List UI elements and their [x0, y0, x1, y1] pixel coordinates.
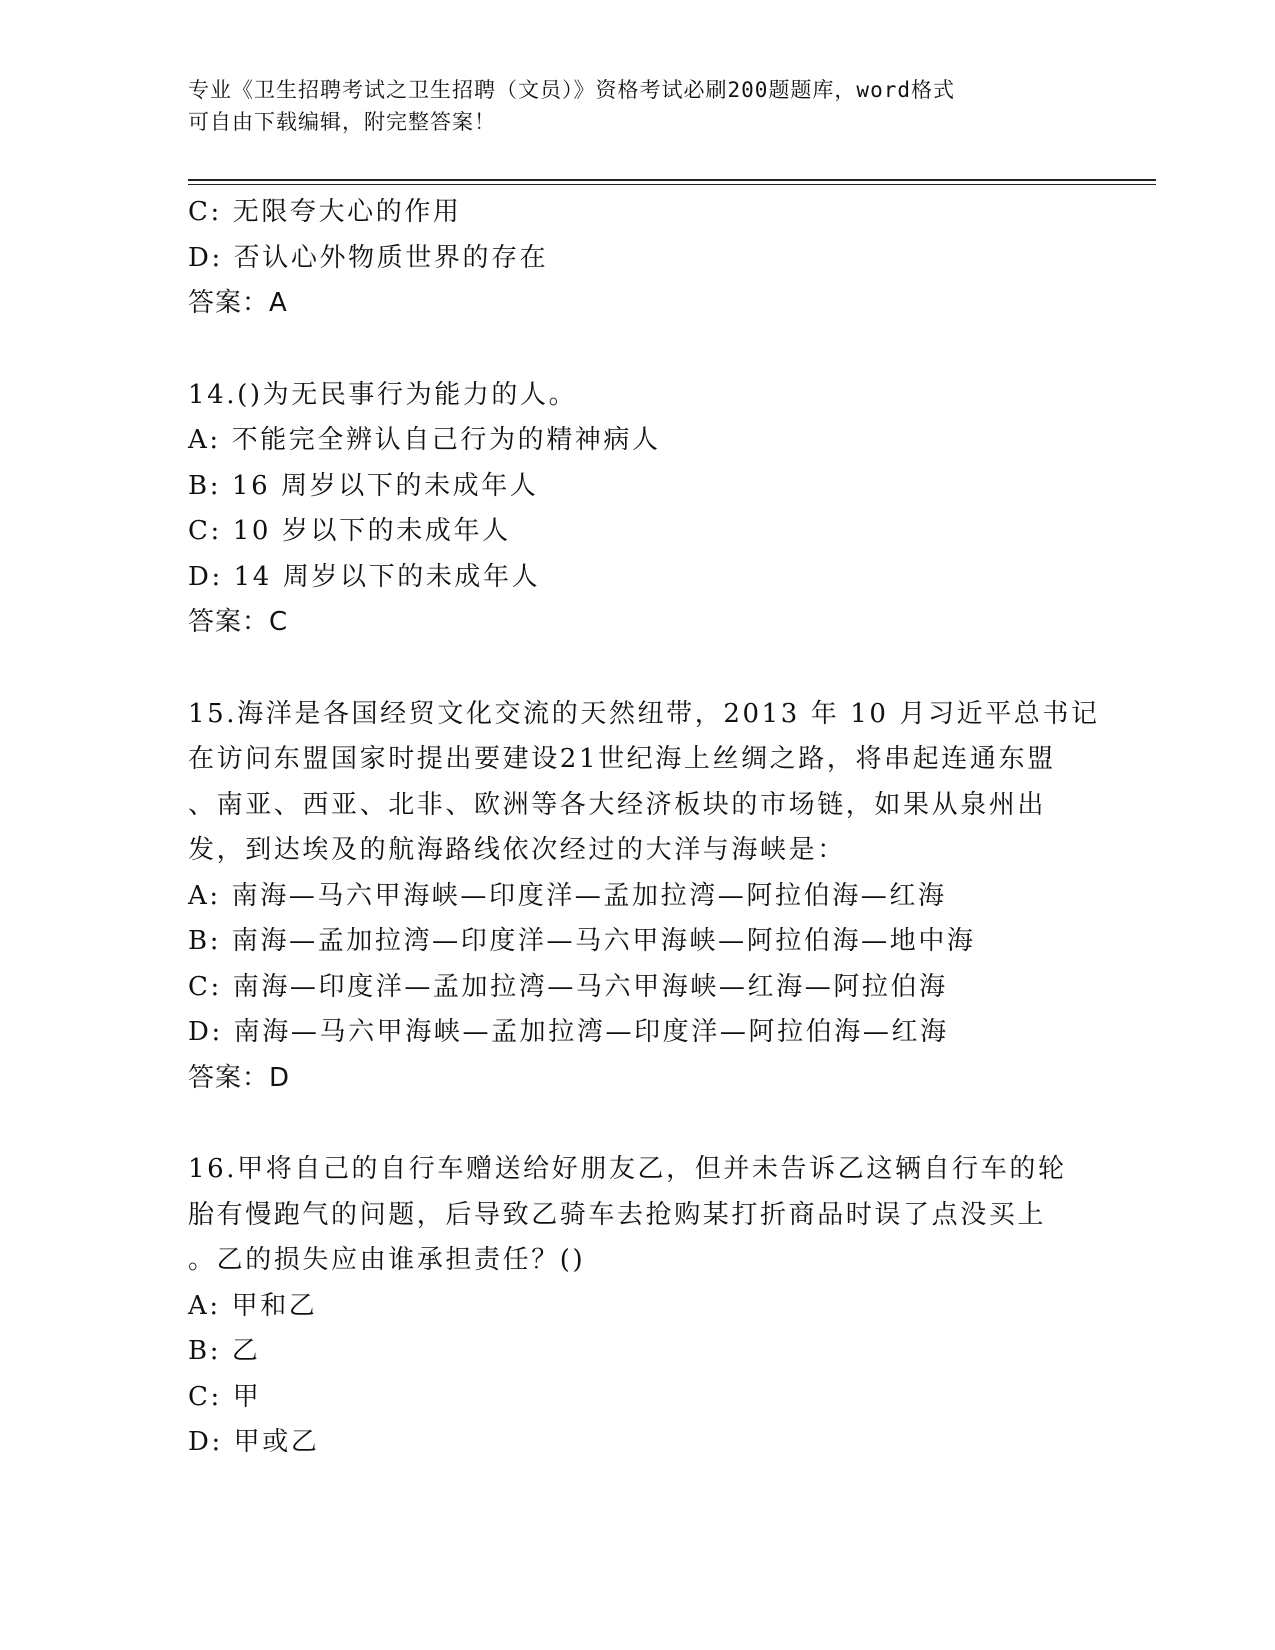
header-line-1: 专业《卫生招聘考试之卫生招聘（文员）》资格考试必刷200题题库，word格式 [188, 78, 955, 102]
question-stem-line-4: 发，到达埃及的航海路线依次经过的大洋与海峡是： [188, 835, 846, 865]
option-d: D: 南海—马六甲海峡—孟加拉湾—印度洋—阿拉伯海—红海 [188, 1017, 949, 1047]
option-b: B: 南海—孟加拉湾—印度洋—马六甲海峡—阿拉伯海—地中海 [188, 926, 976, 956]
question-stem-line-2: 胎有慢跑气的问题，后导致乙骑车去抢购某打折商品时误了点没买上 [188, 1199, 1047, 1230]
header-line-2: 可自由下载编辑，附完整答案！ [188, 110, 496, 134]
answer-line: 答案：A [188, 288, 288, 318]
question-stem-line-2: 在访问东盟国家时提出要建设21世纪海上丝绸之路，将串起连通东盟 [188, 744, 1056, 774]
header-divider-thick [188, 179, 1156, 181]
document-header [188, 74, 1068, 138]
question-13-fragment [188, 190, 1088, 327]
option-d: D: 否认心外物质世界的存在 [188, 242, 549, 273]
answer-line: 答案：D [188, 1062, 291, 1093]
spacer [188, 1101, 1088, 1147]
question-15 [188, 692, 1100, 1102]
question-list [188, 190, 1100, 1466]
option-b: B: 乙 [188, 1336, 261, 1366]
answer-line: 答案：C [188, 607, 289, 637]
option-c: C: 南海—印度洋—孟加拉湾—马六甲海峡—红海—阿拉伯海 [188, 971, 948, 1002]
option-c: C: 无限夸大心的作用 [188, 197, 462, 227]
question-14 [188, 373, 1088, 646]
option-a: A: 南海—马六甲海峡—印度洋—孟加拉湾—阿拉伯海—红海 [188, 880, 947, 911]
question-stem-line-3: 。乙的损失应由谁承担责任？() [188, 1245, 586, 1275]
question-stem-line-3: 、南亚、西亚、北非、欧洲等各大经济板块的市场链，如果从泉州出 [188, 789, 1047, 820]
header-divider-thin [188, 184, 1156, 185]
spacer [188, 327, 1088, 373]
spacer [188, 646, 1088, 692]
question-stem: 14.()为无民事行为能力的人。 [188, 379, 578, 410]
option-c: C: 甲 [188, 1381, 262, 1412]
question-stem-line-1: 16.甲将自己的自行车赠送给好朋友乙，但并未告诉乙这辆自行车的轮 [188, 1154, 1067, 1184]
question-16 [188, 1147, 1088, 1466]
option-a: A: 不能完全辨认自己行为的精神病人 [188, 425, 661, 455]
option-d: D: 甲或乙 [188, 1427, 320, 1457]
question-stem-line-1: 15.海洋是各国经贸文化交流的天然纽带，2013 年 10 月习近平总书记 [188, 698, 1100, 729]
option-a: A: 甲和乙 [188, 1290, 318, 1321]
option-d: D: 14 周岁以下的未成年人 [188, 561, 541, 592]
option-b: B: 16 周岁以下的未成年人 [188, 470, 539, 501]
option-c: C: 10 岁以下的未成年人 [188, 516, 511, 546]
